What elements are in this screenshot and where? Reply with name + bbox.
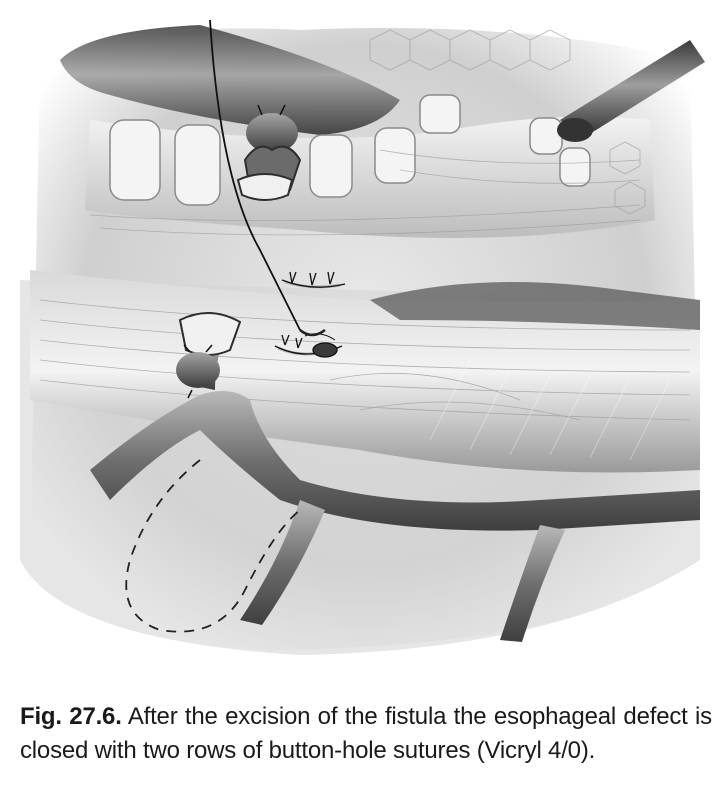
caption-text: After the excision of the fistula the esophageal defect is closed with two rows of button-hole sutures (Vicryl 4/0).	[20, 703, 712, 764]
figure-label: Fig. 27.6.	[20, 703, 122, 730]
figure-caption	[20, 700, 712, 768]
